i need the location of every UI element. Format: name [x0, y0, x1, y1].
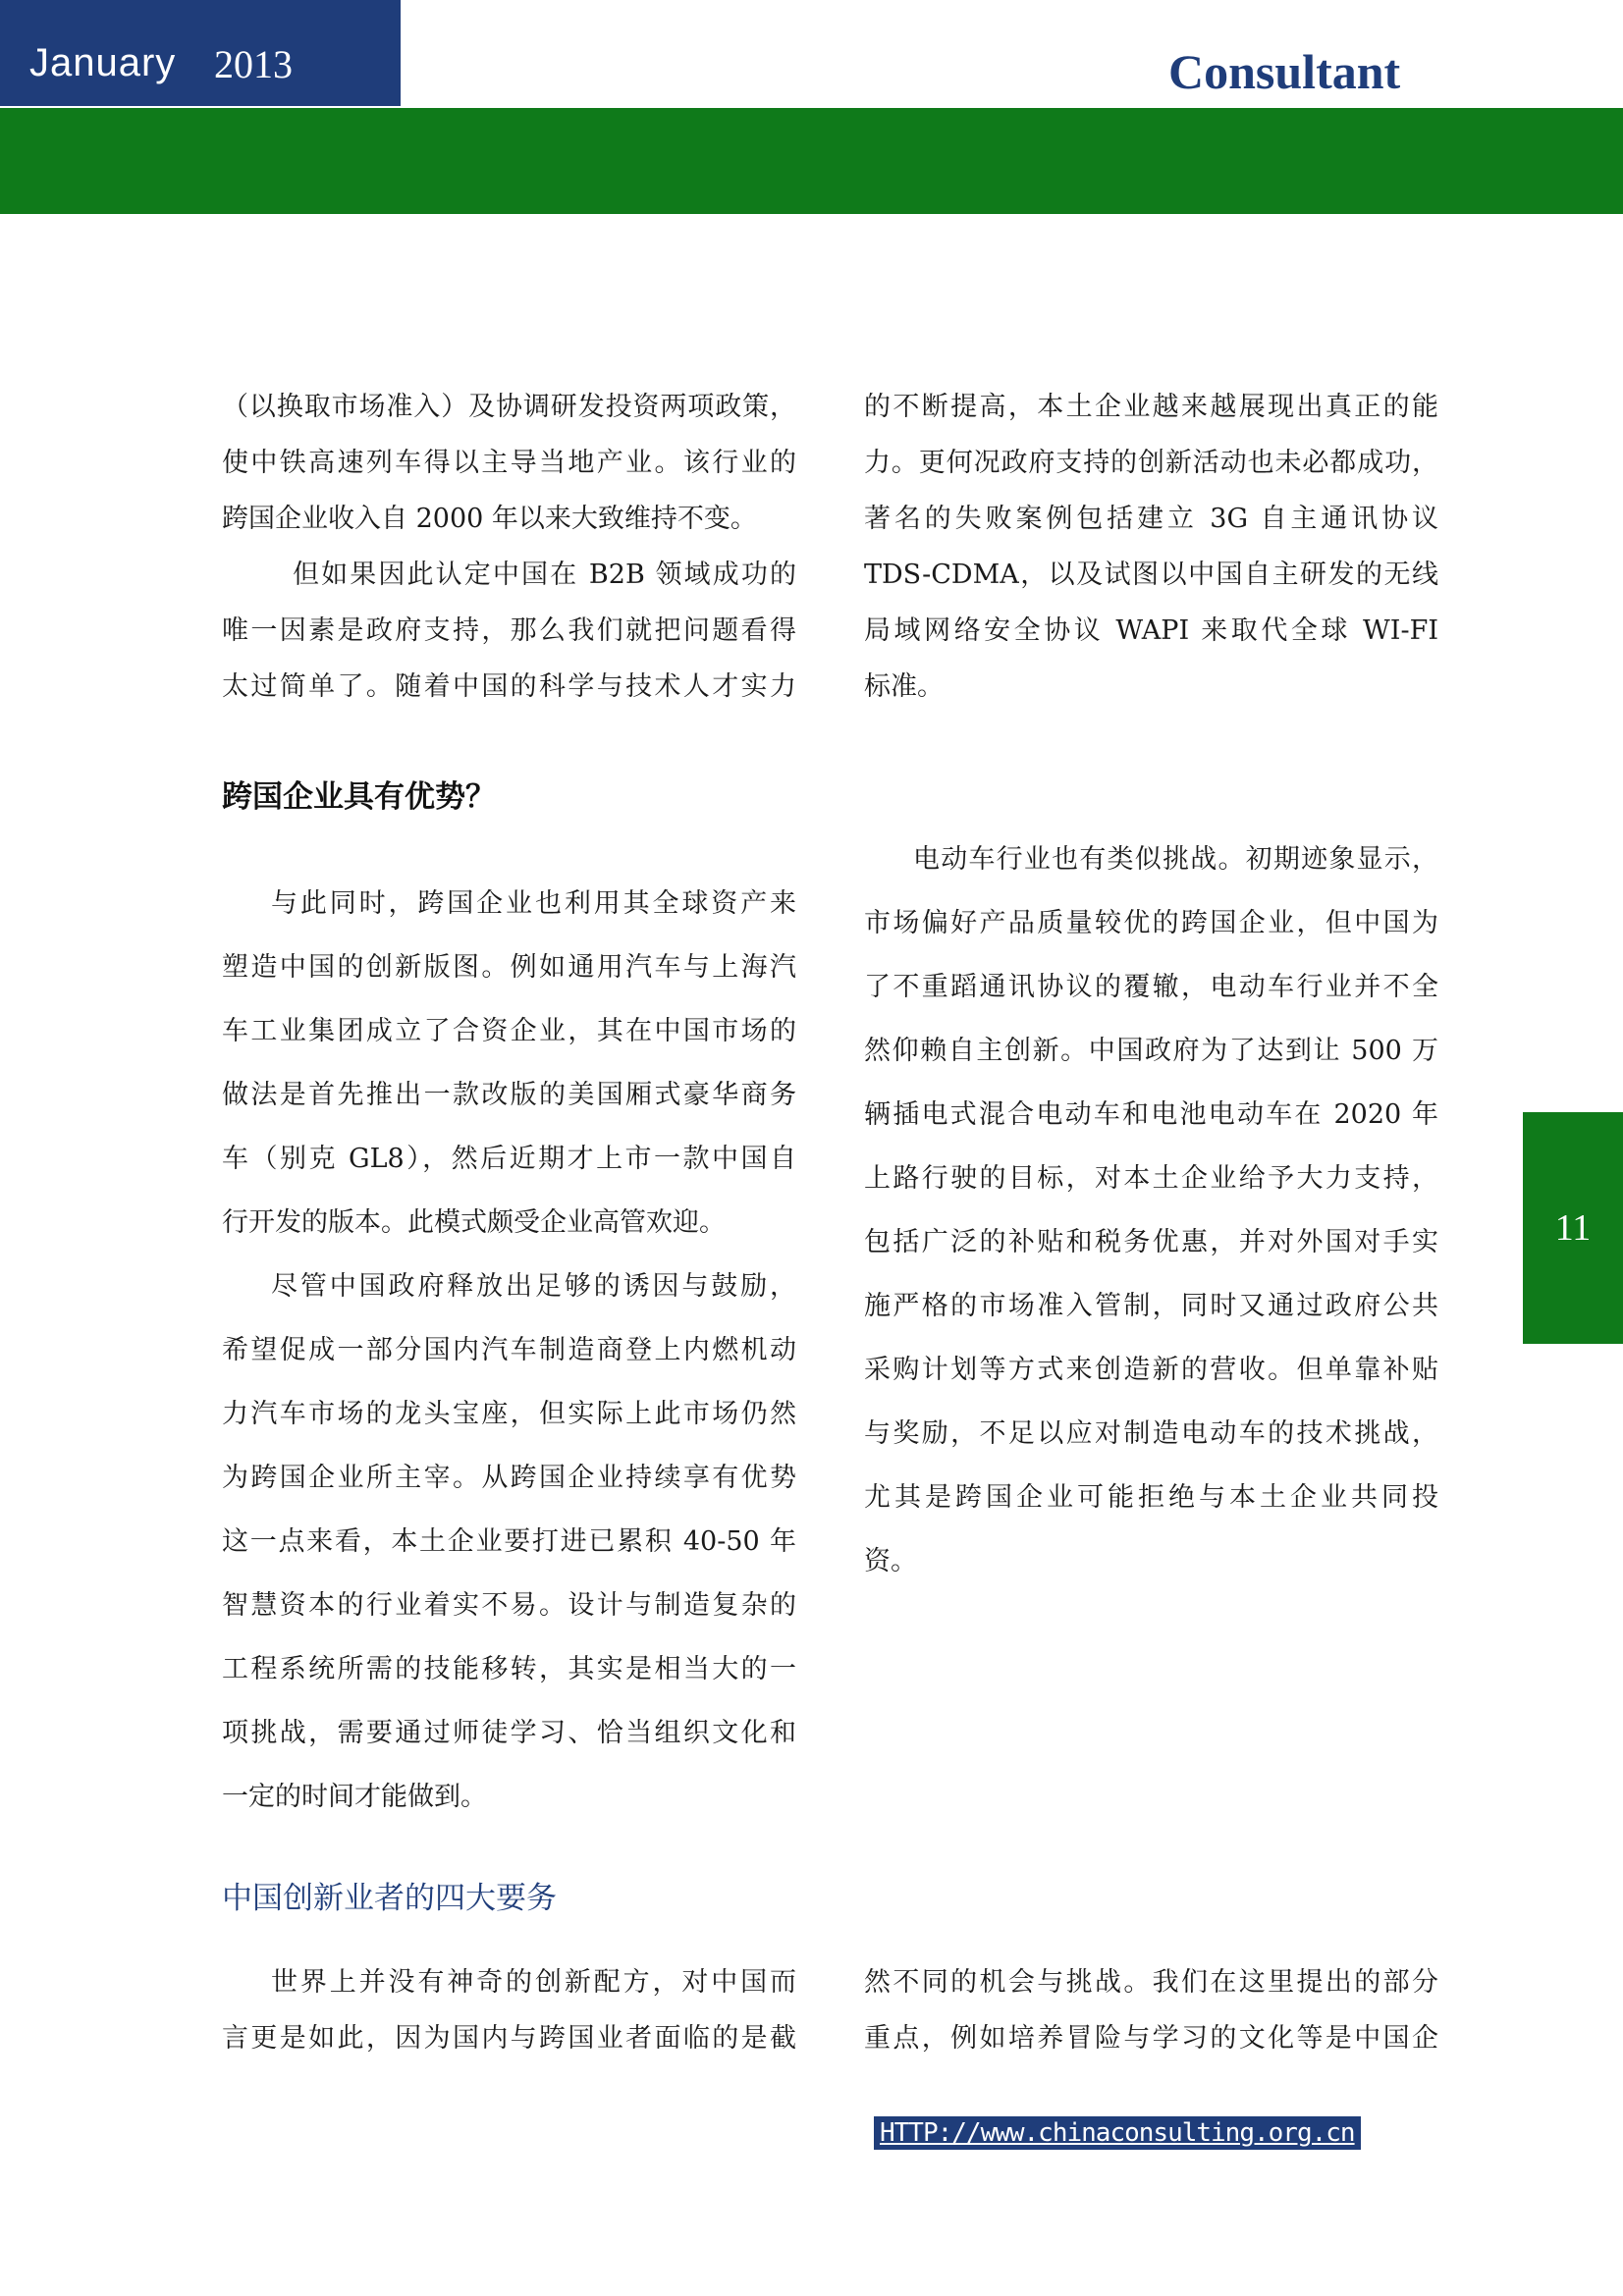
- text-line: 了不重蹈通讯协议的覆辙，电动车行业并不全: [864, 972, 1438, 1002]
- text-line: 重点，例如培养冒险与学习的文化等是中国企: [864, 2023, 1438, 2054]
- text-line: 太过简单了。随着中国的科学与技术人才实力: [222, 671, 796, 702]
- section-heading: 中国创新业者的四大要务: [222, 1881, 557, 1916]
- text-line: 车（别克 GL8），然后近期才上市一款中国自: [222, 1144, 796, 1174]
- website-link[interactable]: HTTP://www.chinaconsulting.org.cn: [874, 2116, 1361, 2150]
- text-line: 然仰赖自主创新。中国政府为了达到让 500 万: [864, 1036, 1438, 1066]
- text-line: 塑造中国的创新版图。例如通用汽车与上海汽: [222, 952, 796, 983]
- text-line: 包括广泛的补贴和税务优惠，并对外国对手实: [864, 1227, 1438, 1257]
- block1-right-column: [864, 379, 1438, 715]
- text-line: 著名的失败案例包括建立 3G 自主通讯协议: [864, 504, 1438, 534]
- issue-month: January: [29, 41, 177, 84]
- text-line: 上路行驶的目标，对本土企业给予大力支持，: [864, 1163, 1438, 1194]
- text-line: 尤其是跨国企业可能拒绝与本土企业共同投: [864, 1482, 1438, 1513]
- text-line: 言更是如此，因为国内与跨国业者面临的是截: [222, 2023, 796, 2054]
- text-line: 局域网络安全协议 WAPI 来取代全球 WI-FI: [864, 615, 1438, 646]
- text-line: TDS-CDMA，以及试图以中国自主研发的无线: [864, 560, 1438, 590]
- text-line: 的不断提高，本土企业越来越展现出真正的能: [864, 392, 1438, 422]
- text-line: 与此同时，跨国企业也利用其全球资产来: [271, 888, 796, 919]
- text-line: 希望促成一部分国内汽车制造商登上内燃机动: [222, 1335, 796, 1365]
- block1-left-column: [222, 379, 796, 715]
- text-line: 采购计划等方式来创造新的营收。但单靠补贴: [864, 1355, 1438, 1385]
- section2-left-column: [222, 1954, 796, 2066]
- header-date-block: [0, 0, 401, 106]
- text-line: 一定的时间才能做到。: [222, 1782, 487, 1812]
- text-line: （以换取市场准入）及协调研发投资两项政策，: [222, 392, 796, 422]
- text-line: 智慧资本的行业着实不易。设计与制造复杂的: [222, 1590, 796, 1621]
- text-line: 这一点来看，本土企业要打进已累积 40-50 年: [222, 1526, 796, 1557]
- text-line: 施严格的市场准入管制，同时又通过政府公共: [864, 1291, 1438, 1321]
- text-line: 尽管中国政府释放出足够的诱因与鼓励，: [271, 1271, 796, 1302]
- text-line: 力。更何况政府支持的创新活动也未必都成功，: [864, 448, 1438, 478]
- text-line: 标准。: [864, 671, 944, 702]
- text-line: 但如果因此认定中国在 B2B 领域成功的: [293, 560, 796, 590]
- text-line: 然不同的机会与挑战。我们在这里提出的部分: [864, 1967, 1438, 1998]
- page-number-tab: 11: [1523, 1112, 1623, 1344]
- header-green-bar: [0, 108, 1623, 214]
- text-line: 力汽车市场的龙头宝座，但实际上此市场仍然: [222, 1399, 796, 1429]
- section-heading: 跨国企业具有优势？: [222, 779, 496, 815]
- text-line: 车工业集团成立了合资企业，其在中国市场的: [222, 1016, 796, 1046]
- text-line: 行开发的版本。此模式颇受企业高管欢迎。: [222, 1207, 726, 1238]
- text-line: 跨国企业收入自 2000 年以来大致维持不变。: [222, 504, 757, 534]
- text-line: 资。: [864, 1546, 917, 1576]
- text-line: 做法是首先推出一款改版的美国厢式豪华商务: [222, 1080, 796, 1110]
- text-line: 为跨国企业所主宰。从跨国企业持续享有优势: [222, 1463, 796, 1493]
- issue-year: 2013: [214, 42, 293, 86]
- text-line: 辆插电式混合电动车和电池电动车在 2020 年: [864, 1099, 1438, 1130]
- text-line: 市场偏好产品质量较优的跨国企业，但中国为: [864, 908, 1438, 938]
- section2-right-column: [864, 1954, 1438, 2066]
- text-line: 唯一因素是政府支持，那么我们就把问题看得: [222, 615, 796, 646]
- text-line: 世界上并没有神奇的创新配方，对中国而: [271, 1967, 796, 1998]
- text-line: 与奖励，不足以应对制造电动车的技术挑战，: [864, 1418, 1438, 1449]
- text-line: 工程系统所需的技能移转，其实是相当大的一: [222, 1654, 796, 1684]
- section1-left-column: [222, 872, 796, 1829]
- text-line: 电动车行业也有类似挑战。初期迹象显示，: [913, 844, 1438, 875]
- section1-right-column: [864, 828, 1438, 1593]
- magazine-title: Consultant: [1168, 44, 1401, 99]
- text-line: 使中铁高速列车得以主导当地产业。该行业的: [222, 448, 796, 478]
- text-line: 项挑战，需要通过师徒学习、恰当组织文化和: [222, 1718, 796, 1748]
